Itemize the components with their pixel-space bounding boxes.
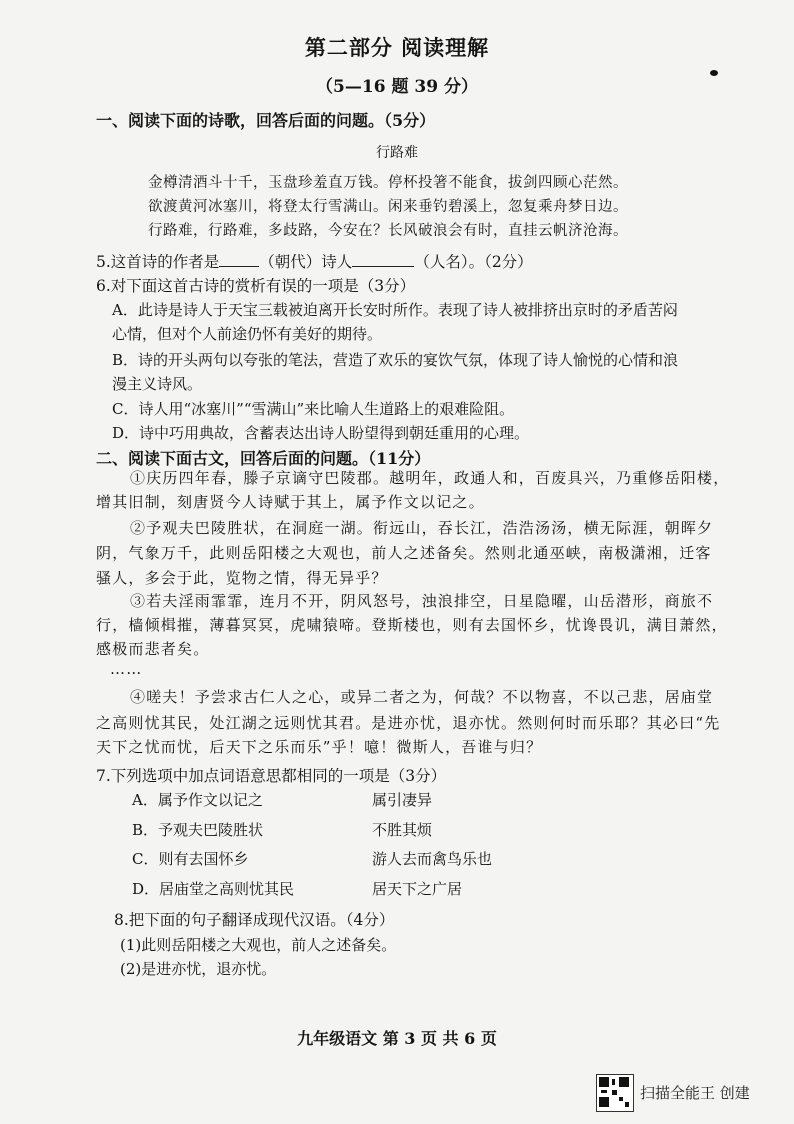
question-6-stem: 6.对下面这首古诗的赏析有误的一项是（3分） xyxy=(96,277,416,295)
question-7-option-d-left: D．居庙堂之高则忧其民 xyxy=(132,880,295,898)
classical-text-line: 感极而悲者矣。 xyxy=(96,640,210,658)
question-8-item-1: (1)此则岳阳楼之大观也，前人之述备矣。 xyxy=(120,936,397,954)
part-title: 第二部分 阅读理解 xyxy=(304,35,490,60)
question-7-option-a-left: A．属予作文以记之 xyxy=(132,791,263,809)
question-7-option-b-right: 不胜其烦 xyxy=(372,821,433,839)
classical-text-line: 阴，气象万千，此则岳阳楼之大观也，前人之述备矣。然则北通巫峡，南极潇湘，迁客 xyxy=(96,544,712,562)
question-7-option-d-right: 居天下之广居 xyxy=(372,880,463,898)
classical-text-line: ③若夫淫雨霏霏，连月不开，阴风怒号，浊浪排空，日星隐曜，山岳潜形，商旅不 xyxy=(130,592,714,610)
poem-line: 行路难，行路难，多歧路，今安在？长风破浪会有时，直挂云帆济沧海。 xyxy=(148,223,628,239)
ellipsis: …… xyxy=(110,660,143,678)
poet-name-blank[interactable] xyxy=(352,251,414,268)
poem-line: 欲渡黄河冰塞川，将登太行雪满山。闲来垂钓碧溪上，忽复乘舟梦日边。 xyxy=(148,199,628,215)
classical-text-line: 增其旧制，刻唐贤今人诗赋于其上，属予作文以记之。 xyxy=(96,493,485,511)
scanner-watermark: 扫描全能王 创建 xyxy=(640,1084,750,1102)
qr-code-icon xyxy=(596,1074,634,1112)
classical-text-line: ①庆历四年春，滕子京谪守巴陵郡。越明年，政通人和，百废具兴，乃重修岳阳楼， xyxy=(130,469,730,487)
poem-line: 金樽清酒斗十千，玉盘珍羞直万钱。停杯投箸不能食，拔剑四顾心茫然。 xyxy=(148,175,628,191)
question-6-option-a-cont: 心情，但对个人前途仍怀有美好的期待。 xyxy=(112,325,383,343)
question-7-option-b-left: B．予观夫巴陵胜状 xyxy=(132,821,264,839)
classical-text-line: 之高则忧其民，处江湖之远则忧其君。是进亦忧，退亦忧。然则何时而乐耶？其必曰“先 xyxy=(96,714,721,732)
section-two-heading: 二、阅读下面古文，回答后面的问题。（11分） xyxy=(96,449,431,468)
question-7-stem: 7.下列选项中加点词语意思都相同的一项是（3分） xyxy=(96,767,447,785)
question-6-option-b: B．诗的开头两句以夸张的笔法，营造了欢乐的宴饮气氛，体现了诗人愉悦的心情和浪 xyxy=(112,351,679,369)
question-6-option-c: C．诗人用“冰塞川”“雪满山”来比喻人生道路上的艰难险阻。 xyxy=(112,400,515,418)
question-7-option-c-left: C．则有去国怀乡 xyxy=(132,850,249,868)
section-one-heading: 一、阅读下面的诗歌，回答后面的问题。（5分） xyxy=(96,111,436,130)
poem-title: 行路难 xyxy=(376,145,418,161)
question-5-part-c: （人名）。（2分） xyxy=(414,253,533,271)
question-6-option-a: A．此诗是诗人于天宝三载被迫离开长安时所作。表现了诗人被排挤出京时的矛盾苦闷 xyxy=(112,301,678,319)
question-5 xyxy=(96,250,533,272)
question-6-option-b-cont: 漫主义诗风。 xyxy=(112,375,203,393)
ink-dot xyxy=(710,70,718,76)
part-subtitle: （5—16 题 39 分） xyxy=(316,77,478,97)
classical-text-line: 天下之忧而忧，后天下之乐而乐”乎！噫！微斯人，吾谁与归？ xyxy=(96,738,543,756)
question-6-option-d: D．诗中巧用典故，含蓄表达出诗人盼望得到朝廷重用的心理。 xyxy=(112,424,530,442)
question-8-stem: 8.把下面的句子翻译成现代汉语。（4分） xyxy=(114,911,395,929)
classical-text-line: 行，樯倾楫摧，薄暮冥冥，虎啸猿啼。登斯楼也，则有去国怀乡，忧谗畏讥，满目萧然， xyxy=(96,616,728,634)
classical-text-line: 骚人，多会于此，览物之情，得无异乎？ xyxy=(96,569,388,587)
page-footer: 九年级语文 第 3 页 共 6 页 xyxy=(297,1029,497,1048)
question-7-option-a-right: 属引凄异 xyxy=(372,791,433,809)
dynasty-blank[interactable] xyxy=(219,251,259,268)
classical-text-line: ②予观夫巴陵胜状，在洞庭一湖。衔远山，吞长江，浩浩汤汤，横无际涯，朝晖夕 xyxy=(130,519,714,537)
question-7-option-c-right: 游人去而禽鸟乐也 xyxy=(372,850,493,868)
classical-text-line: ④嗟夫！予尝求古仁人之心，或异二者之为，何哉？不以物喜，不以己悲，居庙堂 xyxy=(130,688,714,706)
question-5-part-a: 5.这首诗的作者是 xyxy=(96,253,220,271)
question-5-part-b: （朝代）诗人 xyxy=(259,253,353,271)
question-8-item-2: (2)是进亦忧，退亦忧。 xyxy=(120,960,277,978)
